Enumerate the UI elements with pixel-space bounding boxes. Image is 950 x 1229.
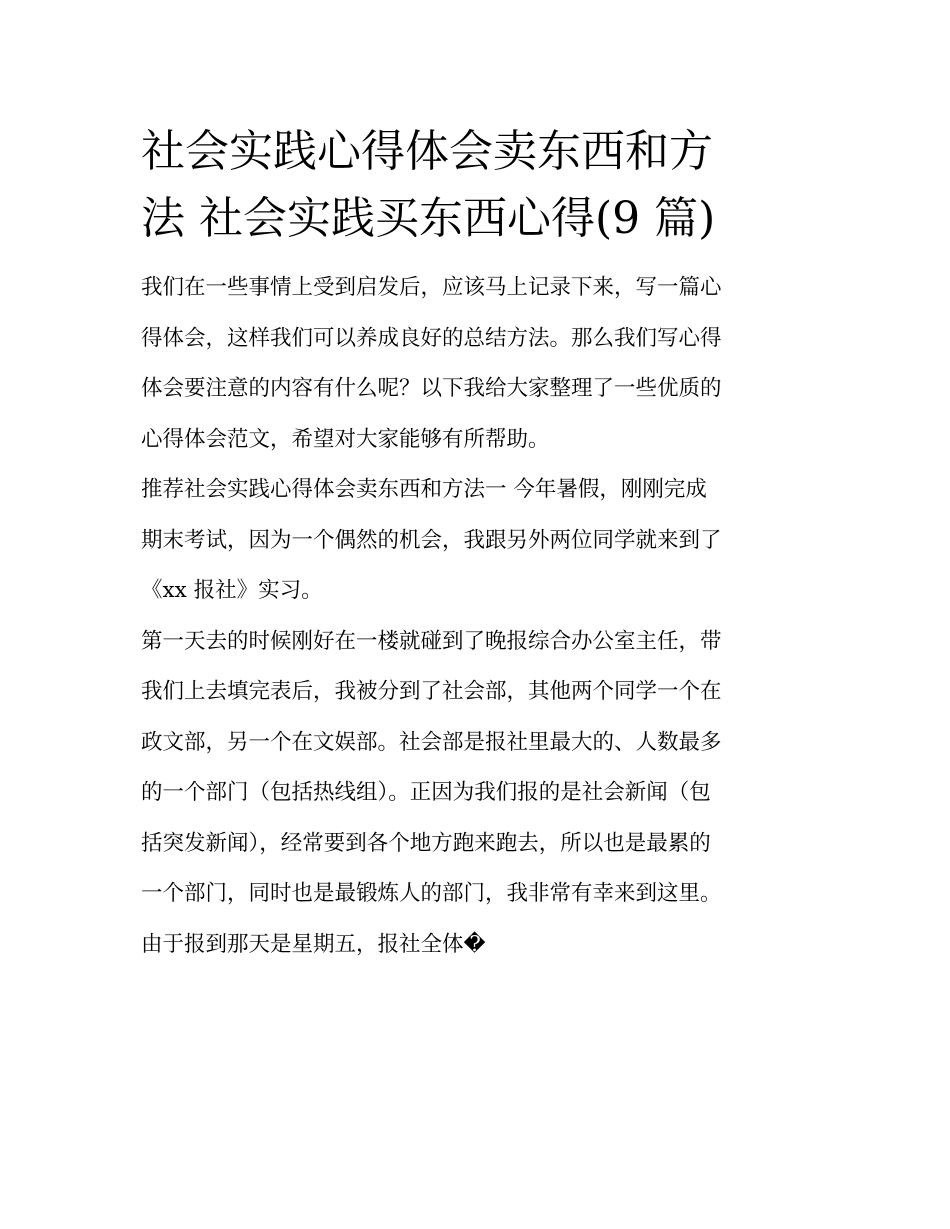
- text-line: 第一天去的时候刚好在一楼就碰到了晚报综合办公室主任，带: [141, 628, 722, 654]
- text-line: 心得体会范文，希望对大家能够有所帮助。: [141, 426, 550, 452]
- text-line: 体会要注意的内容有什么呢？以下我给大家整理了一些优质的: [141, 376, 722, 401]
- paragraph-recommendation: [141, 465, 813, 617]
- text-line: 推荐社会实践心得体会卖东西和方法一 今年暑假，刚刚完成: [141, 477, 707, 502]
- title-line: 法 社会实践买东西心得(9 篇): [141, 193, 716, 244]
- text-line: 括突发新闻），经常要到各个地方跑来跑去，所以也是最累的: [141, 830, 711, 856]
- title-line: 社会实践心得体会卖东西和方: [141, 126, 713, 177]
- paragraph-intro: [141, 263, 813, 465]
- text-line: 我们上去填完表后，我被分到了社会部，其他两个同学一个在: [141, 679, 722, 704]
- document-body: [141, 263, 813, 970]
- text-line: 一个部门，同时也是最锻炼人的部门，我非常有幸来到这里。: [141, 881, 722, 906]
- text-line: 我们在一些事情上受到启发后，应该马上记录下来，写一篇心: [141, 275, 722, 300]
- text-line: 由于报到那天是星期五，报社全体�: [141, 931, 486, 957]
- text-line: 《xx 报社》实习。: [141, 578, 323, 603]
- document-content: [141, 118, 813, 970]
- text-line: 政文部，另一个在文娱部。社会部是报社里最大的、人数最多: [141, 729, 722, 755]
- paragraph-first-day: [141, 617, 813, 971]
- document-title: [141, 118, 813, 252]
- text-line: 期末考试，因为一个偶然的机会，我跟另外两位同学就来到了: [141, 527, 722, 553]
- text-line: 的一个部门（包括热线组）。正因为我们报的是社会新闻（包: [141, 780, 711, 805]
- text-line: 得体会，这样我们可以养成良好的总结方法。那么我们写心得: [141, 325, 722, 351]
